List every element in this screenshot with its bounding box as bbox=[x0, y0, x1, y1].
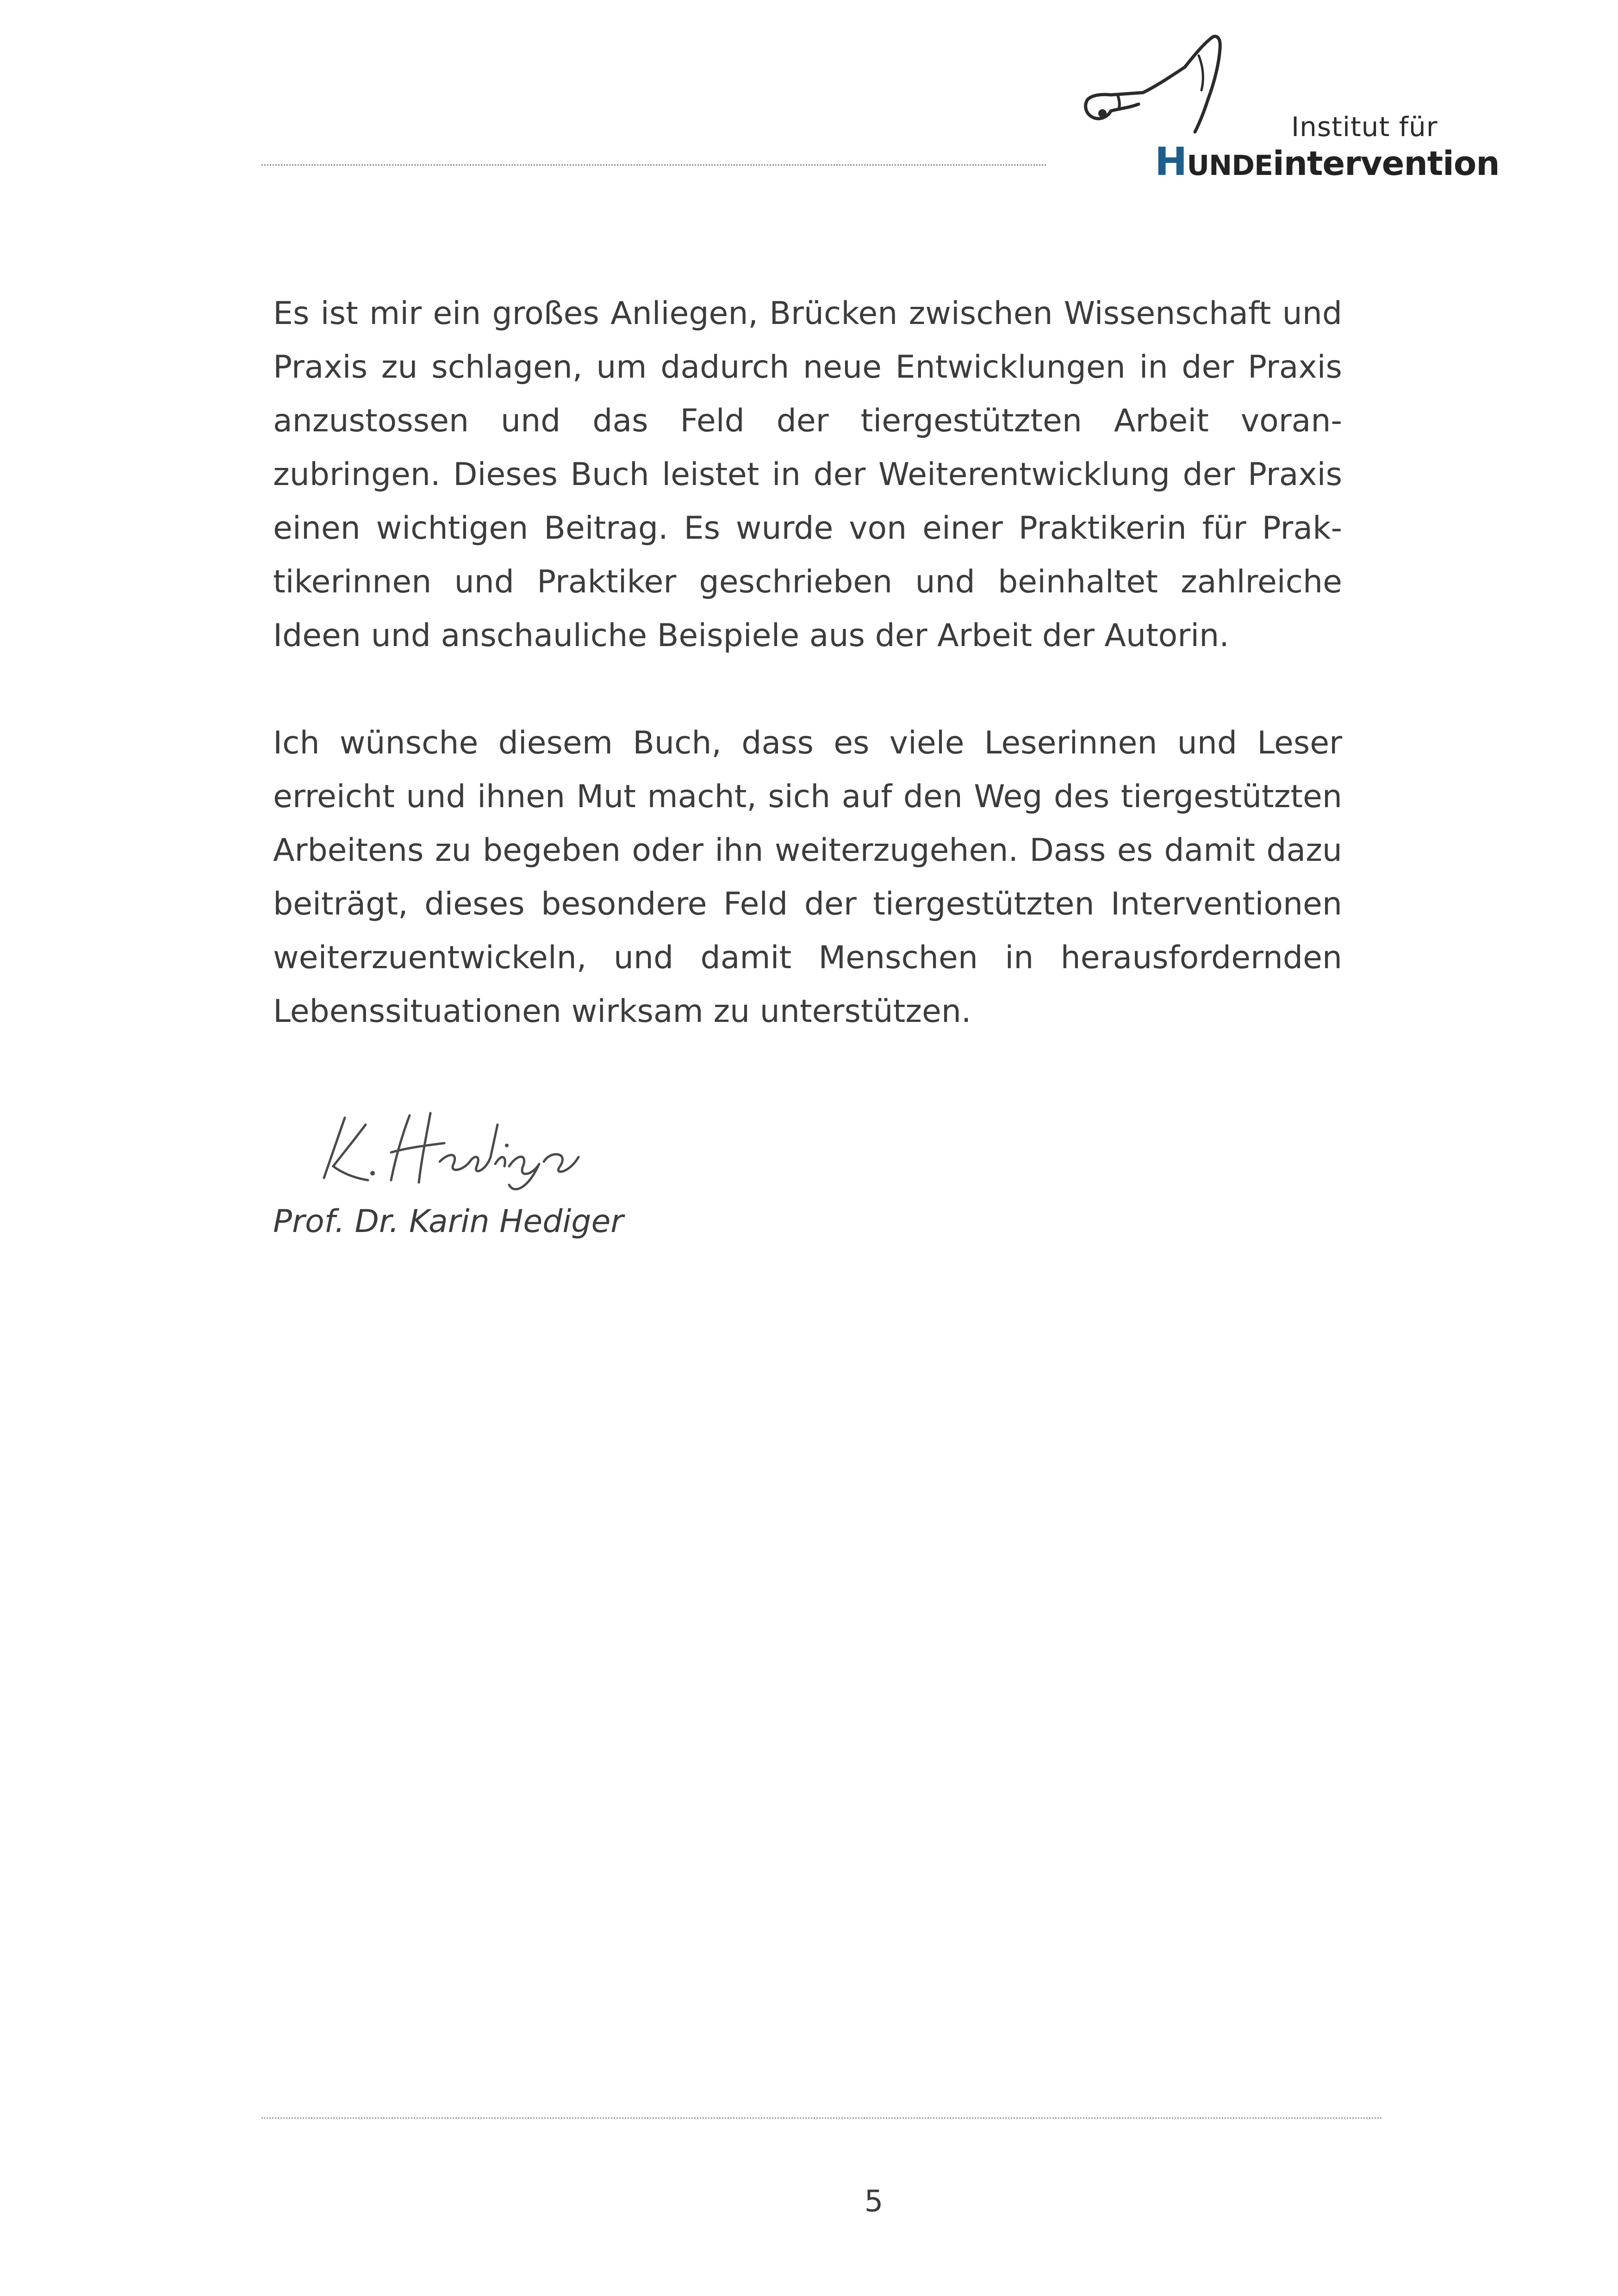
paragraph-2: Ich wünsche diesem Buch, dass es viele Leserinnen und Leser erreicht und ihnen Mut macht, sich auf den Weg des tiergestützten Arbeitens zu begeben oder ihn weiterzugehen. Dass es damit dazu beiträgt, dieses besondere Feld der tiergestützten Interventionen weiterzuentwickeln, und damit Menschen in herausfordernden Lebenssituationen wirksam zu unterstützen. bbox=[273, 725, 1342, 1030]
dog-head-logo-icon bbox=[1074, 30, 1287, 150]
signer-name: Prof. Dr. Karin Hediger bbox=[273, 1203, 624, 1240]
foreword-text bbox=[273, 287, 1342, 1092]
handwritten-signature bbox=[292, 1097, 588, 1199]
logo-caps-text: UNDE bbox=[1187, 149, 1273, 182]
page-number bbox=[0, 2184, 1618, 2219]
logo-accent-letter: H bbox=[1155, 139, 1187, 184]
header-rule bbox=[261, 164, 1046, 166]
footer-rule bbox=[261, 2117, 1382, 2119]
logo-line-institut: Institut für bbox=[1291, 111, 1438, 143]
paragraph-1: Es ist mir ein großes Anliegen, Brücken zwischen Wissenschaft und Praxis zu schlagen, um dadurch neue Entwicklungen in der Praxis anzustossen und das Feld der tiergestützten Arbeit voranzubringen. Dieses Buch leistet in der Weiterentwicklung der Praxis einen wichtigen Beitrag. Es wurde von einer Praktikerin für Praktikerinnen und Praktiker geschrieben und beinhaltet zahlreiche Ideen und anschauliche Beispiele aus der Arbeit der Autorin. bbox=[273, 295, 1342, 654]
logo-rest-text: intervention bbox=[1273, 144, 1500, 183]
page-number-value: 5 bbox=[864, 2184, 884, 2219]
institute-logo bbox=[1074, 30, 1500, 187]
logo-line-hundeintervention bbox=[1155, 139, 1500, 184]
